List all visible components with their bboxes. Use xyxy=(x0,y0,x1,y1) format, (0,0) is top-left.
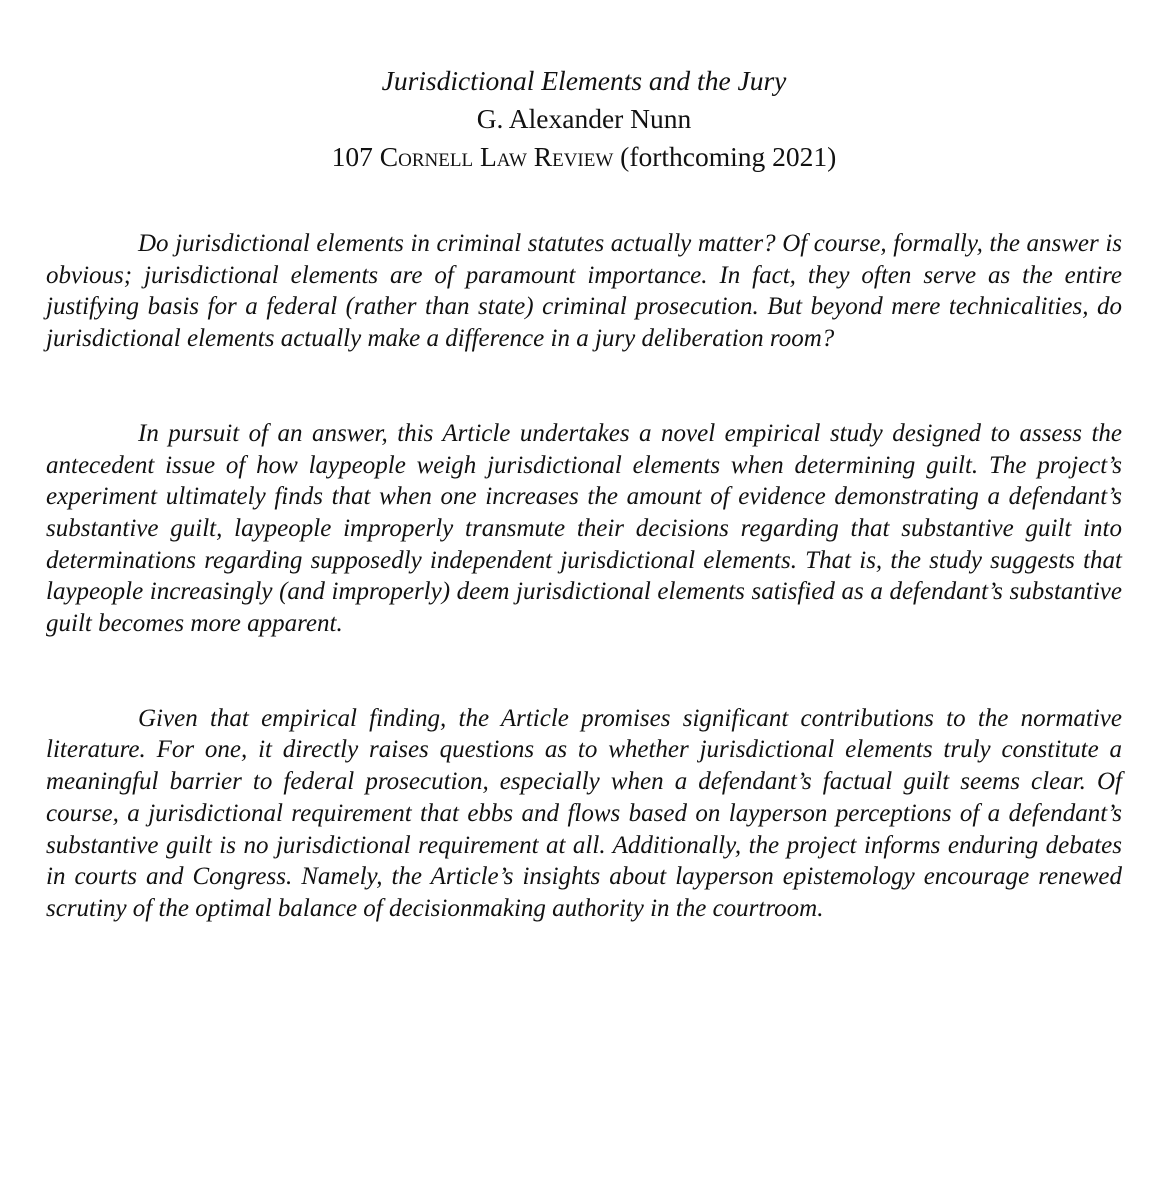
abstract-paragraph-2: In pursuit of an answer, this Article undertakes a novel empirical study designed to assess the antecedent issue of how laypeople weigh jurisdictional elements when determining guilt. The project’s experiment ultimately finds that when one increases the amount of evidence demonstrating a defendant’s substantive guilt, laypeople improperly transmute their decisions regarding that substantive guilt into determinations regarding supposedly independent jurisdictional elements. That is, the study suggests that laypeople increasingly (and improperly) deem jurisdictional elements satisfied as a defendant’s substantive guilt becomes more apparent. xyxy=(46,419,1122,638)
citation-journal: Cornell Law Review xyxy=(379,141,614,172)
author-name: G. Alexander Nunn xyxy=(476,103,692,134)
abstract-body xyxy=(46,228,1122,925)
citation-status: (forthcoming 2021) xyxy=(620,141,837,172)
citation-volume: 107 xyxy=(331,141,373,172)
abstract-paragraph-1: Do jurisdictional elements in criminal statutes actually matter? Of course, formally, the answer is obvious; jurisdictional elements are of paramount importance. In fact, they often serve as the entire justifying basis for a federal (rather than state) criminal prosecution. But beyond mere technicalities, do jurisdictional elements actually make a difference in a jury deliberation room? xyxy=(46,230,1122,353)
document-page xyxy=(46,62,1122,988)
document-heading xyxy=(46,62,1122,176)
journal-citation xyxy=(46,138,1122,176)
abstract-paragraph-3: Given that empirical finding, the Article promises significant contributions to the normative literature. For one, it directly raises questions as to whether jurisdictional elements truly constitute a meaningful barrier to federal prosecution, especially when a defendant’s factual guilt seems clear. Of course, a jurisdictional requirement that ebbs and flows based on layperson perceptions of a defendant’s substantive guilt is no jurisdictional requirement at all. Additionally, the project informs enduring debates in courts and Congress. Namely, the Article’s insights about layperson epistemology encourage renewed scrutiny of the optimal balance of decisionmaking authority in the courtroom. xyxy=(46,704,1122,922)
article-title: Jurisdictional Elements and the Jury xyxy=(381,65,787,96)
